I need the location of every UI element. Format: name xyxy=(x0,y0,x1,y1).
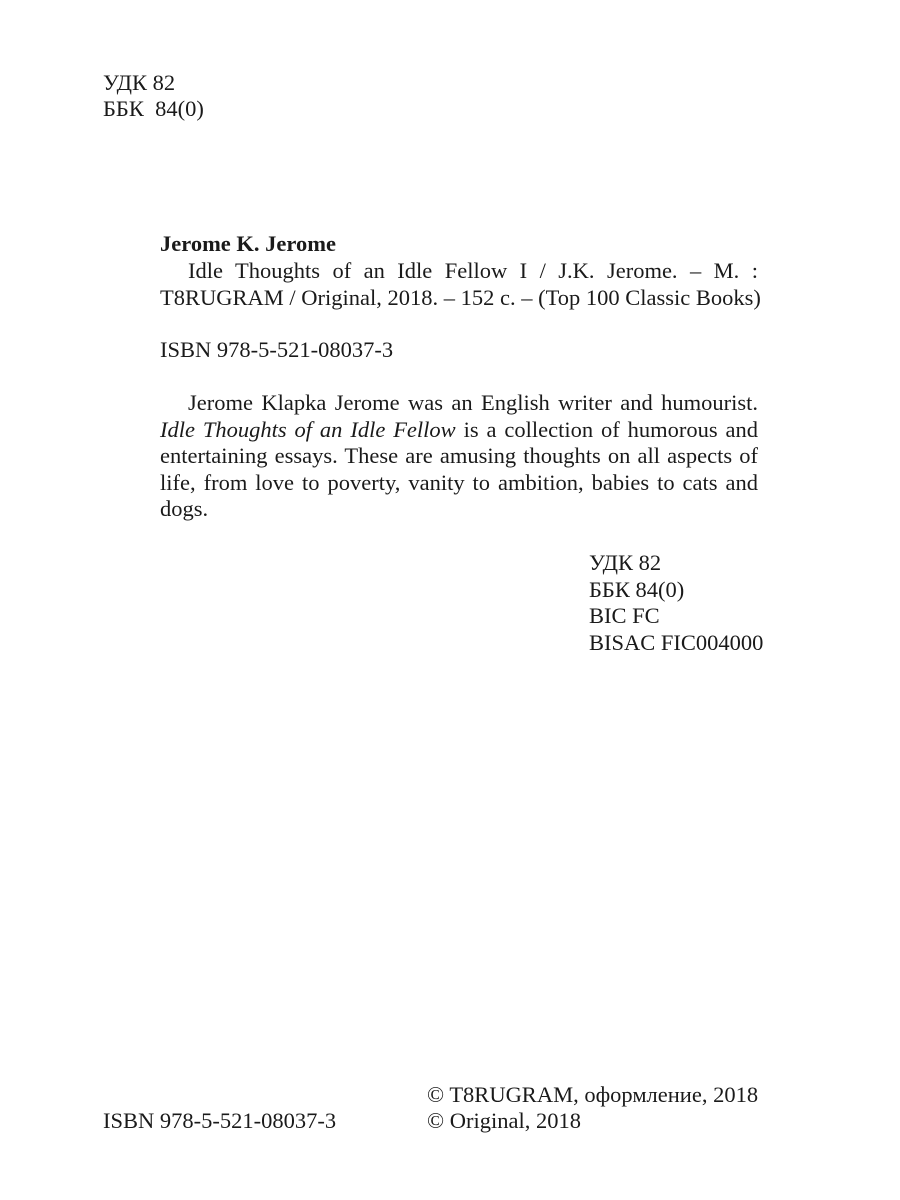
title-statement: Idle Thoughts of an Idle Fellow I / J.K. Jerome. – M. : xyxy=(188,258,758,283)
class-code-bbk: ББК 84(0) xyxy=(589,576,685,602)
annotation xyxy=(160,390,758,523)
class-code-bic: BIC FC xyxy=(589,603,660,628)
bibliographic-record xyxy=(160,230,761,311)
classification-codes xyxy=(589,550,763,656)
copyright-design: © T8RUGRAM, оформление, 2018 xyxy=(427,1082,759,1107)
bbk-code: ББК 84(0) xyxy=(103,96,204,121)
author-heading: Jerome K. Jerome xyxy=(160,231,336,256)
annotation-lead: Jerome Klapka Jerome was an English writer and humourist. xyxy=(188,390,758,415)
udk-code: УДК 82 xyxy=(103,70,176,95)
copyright-notices xyxy=(427,1082,758,1134)
copyright-original: © Original, 2018 xyxy=(427,1108,581,1133)
footer-isbn: ISBN 978-5-521-08037-3 xyxy=(103,1108,337,1133)
isbn-number: ISBN 978-5-521-08037-3 xyxy=(160,337,394,362)
class-code-udk: УДК 82 xyxy=(589,550,662,575)
class-code-bisac: BISAC FIC004000 xyxy=(589,629,764,655)
top-classification-codes xyxy=(103,70,204,122)
annotation-rest: is a collection of humorous and entertaining essays. These are amusing thoughts on all aspects of life, from love to poverty, vanity to ambition, babies to cats and dogs. xyxy=(160,416,758,521)
publication-statement: T8RUGRAM / Original, 2018. – 152 с. – (Top 100 Classic Books) xyxy=(160,285,761,310)
annotation-text xyxy=(160,390,758,523)
annotation-book-title: Idle Thoughts of an Idle Fellow xyxy=(160,416,456,442)
